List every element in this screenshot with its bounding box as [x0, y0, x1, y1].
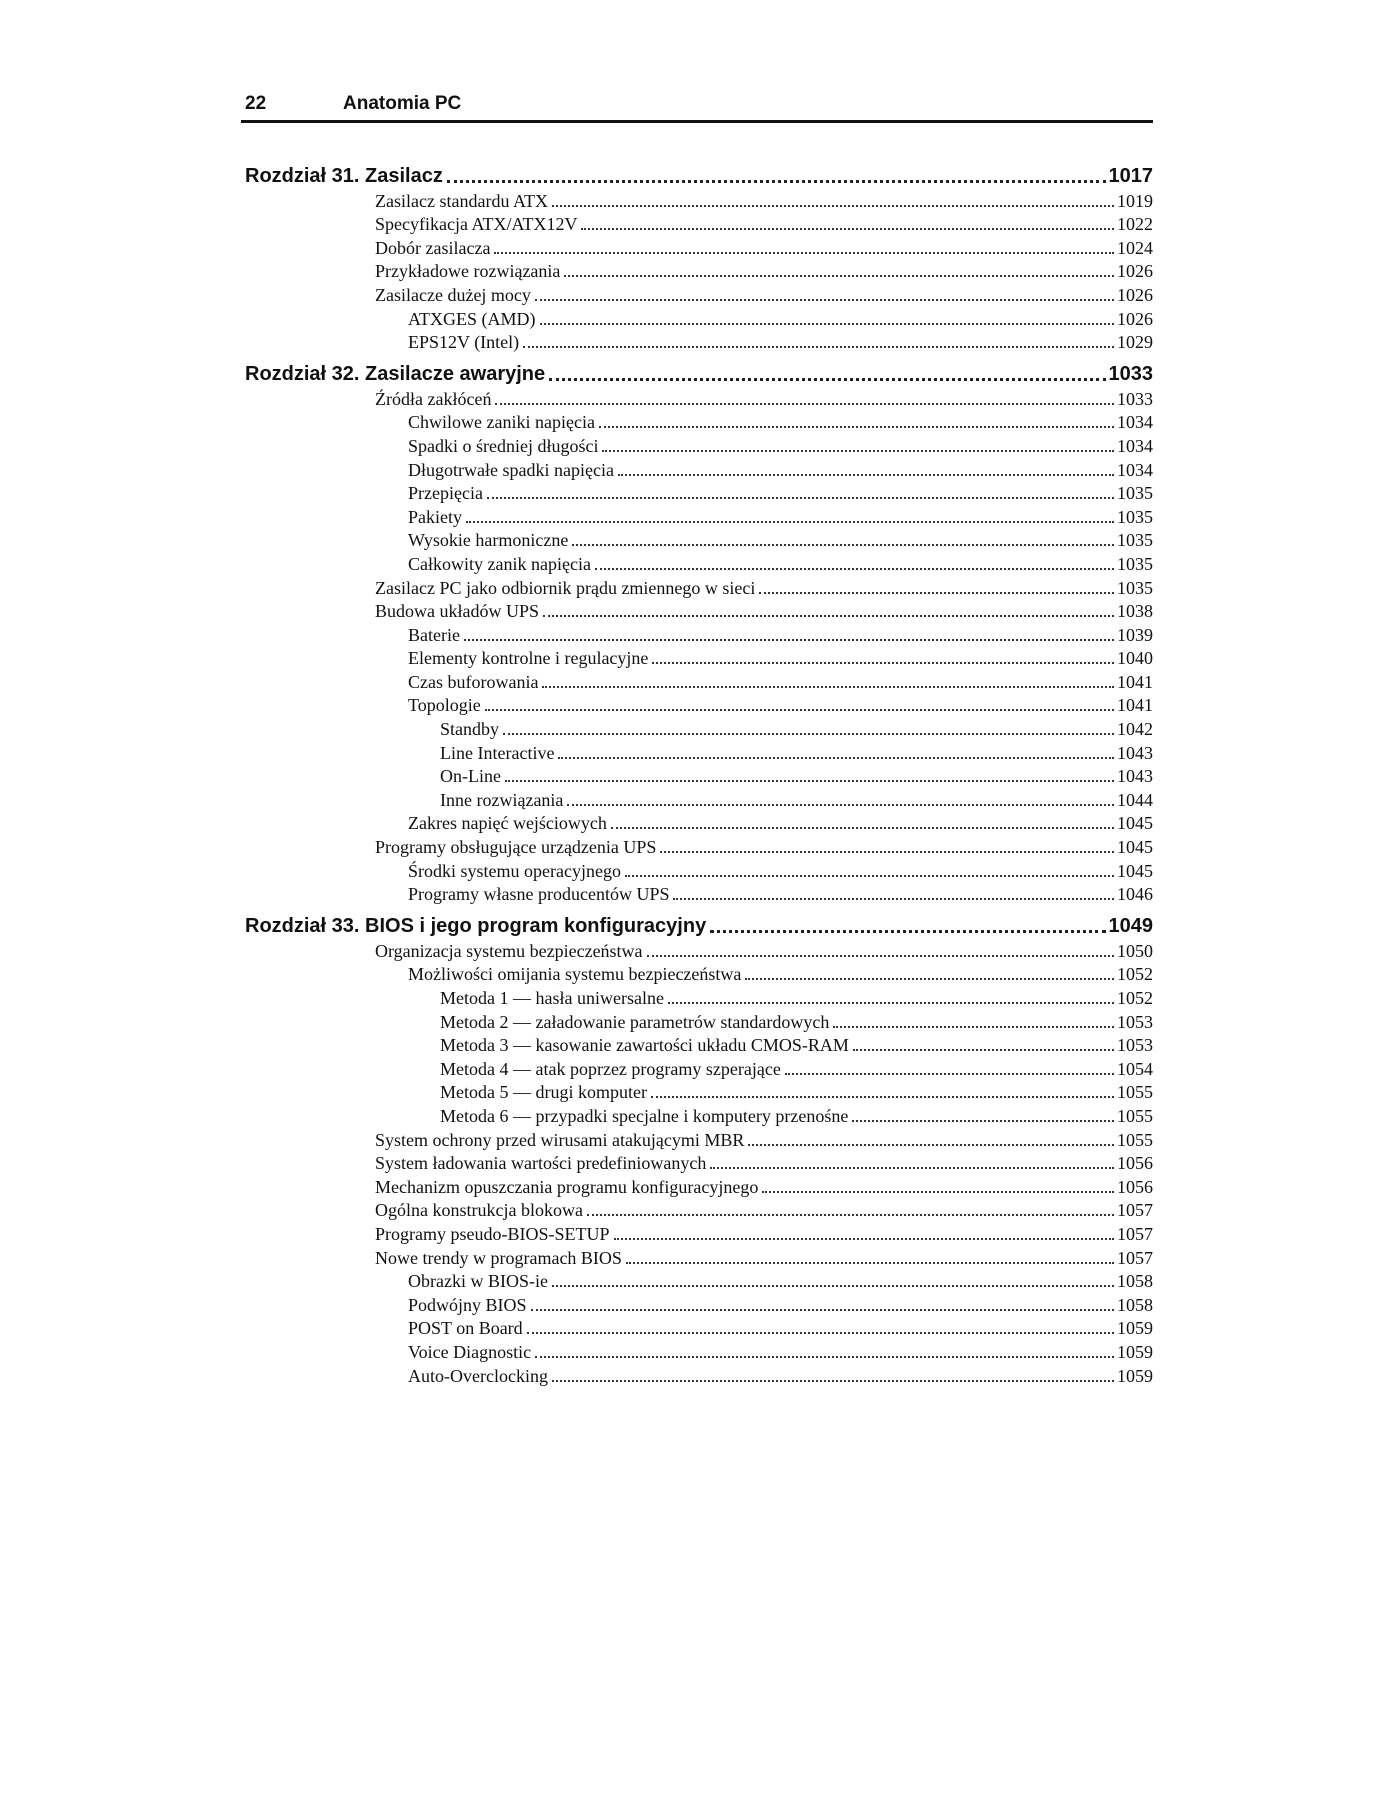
dot-leader: [564, 275, 1114, 277]
toc-entry: [245, 1269, 1153, 1293]
toc-entry-page: 1052: [1117, 988, 1153, 1008]
toc-entry-page: 1026: [1117, 261, 1153, 282]
toc-entry-title: Spadki o średniej długości: [408, 435, 599, 456]
toc-entry-title: Voice Diagnostic: [408, 1341, 532, 1362]
toc-entry-page: 1035: [1117, 483, 1153, 504]
toc-entry: [245, 882, 1153, 906]
toc-entry: [245, 646, 1153, 670]
dot-leader: [599, 426, 1114, 428]
toc-entry-title: Środki systemu operacyjnego: [408, 860, 621, 881]
toc-entry-page: 1057: [1117, 1223, 1153, 1244]
toc-entry-title: Programy obsługujące urządzenia UPS: [375, 837, 657, 858]
running-header: [241, 90, 1153, 123]
toc-entry: [245, 433, 1153, 457]
toc-entry-page: 1056: [1117, 1176, 1153, 1197]
toc-entry-page: 1038: [1117, 601, 1153, 622]
toc-entry: [245, 410, 1153, 434]
toc-entry-title: Przykładowe rozwiązania: [375, 261, 561, 282]
dot-leader: [625, 875, 1114, 877]
dot-leader: [647, 955, 1114, 957]
toc-entry-page: 1049: [1108, 915, 1153, 938]
toc-entry-page: 1053: [1117, 1011, 1153, 1032]
toc-entry-title: Wysokie harmoniczne: [408, 530, 569, 551]
toc-entry-page: 1026: [1117, 308, 1153, 329]
toc-entry-page: 1042: [1117, 719, 1153, 740]
toc-entry: [245, 858, 1153, 882]
toc-entry-page: 1055: [1117, 1105, 1153, 1126]
toc-entry-page: 1035: [1117, 577, 1153, 598]
toc-entry-title: EPS12V (Intel): [408, 332, 520, 353]
toc-entry: [245, 188, 1153, 212]
toc-entry-page: 1034: [1117, 435, 1153, 456]
toc-entry-page: 1053: [1117, 1035, 1153, 1056]
toc-entry: [245, 938, 1153, 962]
dot-leader: [567, 804, 1114, 806]
toc-entry-title: Metoda 3 — kasowanie zawartości układu CMOS-RAM: [440, 1035, 849, 1056]
toc-entry-page: 1041: [1117, 695, 1153, 716]
dot-leader: [535, 1356, 1114, 1358]
toc-entry-page: 1017: [1108, 165, 1153, 187]
dot-leader: [535, 299, 1114, 301]
toc-entry: [245, 962, 1153, 986]
toc-entry-page: 1035: [1117, 506, 1153, 527]
toc-entry-page: 1050: [1117, 940, 1153, 961]
dot-leader: [762, 1191, 1114, 1193]
toc-entry-page: 1056: [1117, 1153, 1153, 1174]
toc-entry-page: 1057: [1117, 1200, 1153, 1221]
toc-entry-page: 1033: [1108, 363, 1153, 386]
dot-leader: [852, 1120, 1114, 1122]
toc-entry: [245, 481, 1153, 505]
dot-leader: [745, 978, 1114, 980]
toc-entry-page: 1055: [1117, 1129, 1153, 1150]
toc-entry-title: Rozdział 32. Zasilacze awaryjne: [245, 363, 546, 386]
dot-leader: [710, 1167, 1114, 1169]
toc-entry-page: 1059: [1117, 1341, 1153, 1362]
toc-entry: [245, 1339, 1153, 1363]
toc-entry: [245, 1174, 1153, 1198]
toc-entry: [245, 1009, 1153, 1033]
toc-entry-title: Całkowity zanik napięcia: [408, 553, 591, 574]
toc-entry-page: 1059: [1117, 1365, 1153, 1386]
toc-entry: [245, 212, 1153, 236]
toc-entry: [245, 551, 1153, 575]
toc-entry: [245, 1245, 1153, 1269]
dot-leader: [464, 639, 1114, 641]
toc-entry: [245, 282, 1153, 306]
dot-leader: [552, 205, 1114, 207]
toc-entry: [245, 504, 1153, 528]
toc-entry: [245, 1316, 1153, 1340]
dot-leader: [447, 180, 1106, 183]
toc-chapter: [245, 910, 1153, 938]
dot-leader: [660, 851, 1114, 853]
toc-entry-title: Chwilowe zaniki napięcia: [408, 412, 595, 433]
toc-entry-title: Programy pseudo-BIOS-SETUP: [375, 1223, 610, 1244]
toc-entry-page: 1035: [1117, 530, 1153, 551]
dot-leader: [614, 1238, 1115, 1240]
toc-entry-title: Programy własne producentów UPS: [408, 884, 670, 905]
toc-entry-page: 1029: [1117, 332, 1153, 353]
toc-entry-page: 1034: [1117, 412, 1153, 433]
toc-entry-title: Metoda 5 — drugi komputer: [440, 1082, 647, 1103]
dot-leader: [618, 474, 1114, 476]
toc-entry-title: Zakres napięć wejściowych: [408, 813, 607, 834]
toc-entry-title: Metoda 4 — atak poprzez programy szperające: [440, 1058, 781, 1079]
toc-entry: [245, 235, 1153, 259]
toc-entry-page: 1026: [1117, 284, 1153, 305]
dot-leader: [587, 1214, 1114, 1216]
toc-entry: [245, 330, 1153, 354]
dot-leader: [785, 1073, 1114, 1075]
toc-entry-page: 1055: [1117, 1082, 1153, 1103]
toc-entry-title: System ochrony przed wirusami atakującymi MBR: [375, 1129, 745, 1150]
toc-entry-page: 1058: [1117, 1271, 1153, 1292]
toc-entry-title: Metoda 1 — hasła uniwersalne: [440, 988, 664, 1008]
toc-entry-title: Baterie: [408, 624, 460, 645]
dot-leader: [748, 1144, 1114, 1146]
toc-entry-title: Rozdział 31. Zasilacz: [245, 165, 443, 187]
toc-entry: [245, 1198, 1153, 1222]
toc-entry-title: Podwójny BIOS: [408, 1294, 527, 1315]
dot-leader: [549, 378, 1105, 381]
toc-entry: [245, 386, 1153, 410]
dot-leader: [552, 1380, 1114, 1382]
dot-leader: [581, 228, 1114, 230]
toc-entry-page: 1045: [1117, 813, 1153, 834]
toc-entry-page: 1035: [1117, 553, 1153, 574]
dot-leader: [466, 521, 1114, 523]
dot-leader: [543, 615, 1114, 617]
toc-chapter: [245, 358, 1153, 386]
toc-entry-title: Możliwości omijania systemu bezpieczeństwa: [408, 964, 742, 985]
toc-chapter: [245, 160, 1153, 188]
dot-leader: [710, 930, 1105, 933]
toc-entry-page: 1019: [1117, 190, 1153, 211]
toc-entry-title: Budowa układów UPS: [375, 601, 540, 622]
toc-entry-title: Metoda 2 — załadowanie parametrów standardowych: [440, 1011, 830, 1032]
page-number: 22: [245, 93, 267, 114]
toc-entry-page: 1039: [1117, 624, 1153, 645]
dot-leader: [651, 1096, 1114, 1098]
toc-entry: [245, 669, 1153, 693]
toc-entry-title: Zasilacze dużej mocy: [375, 284, 531, 305]
toc-entry-title: Obrazki w BIOS-ie: [408, 1271, 548, 1292]
toc-entry-page: 1045: [1117, 860, 1153, 881]
dot-leader: [759, 592, 1114, 594]
toc-entry: [245, 1033, 1153, 1057]
toc-entry-page: 1022: [1117, 214, 1153, 235]
toc-entry-title: Topologie: [408, 695, 481, 716]
toc-entry-title: ATXGES (AMD): [408, 308, 536, 329]
toc-entry: [245, 985, 1153, 1009]
toc-entry: [245, 1056, 1153, 1080]
toc-entry: [245, 740, 1153, 764]
toc-entry-title: Standby: [440, 719, 500, 740]
dot-leader: [668, 1002, 1114, 1004]
toc-entry-page: 1058: [1117, 1294, 1153, 1315]
toc-entry-title: Ogólna konstrukcja blokowa: [375, 1200, 583, 1221]
dot-leader: [833, 1026, 1114, 1028]
dot-leader: [673, 898, 1114, 900]
toc-entry-title: Specyfikacja ATX/ATX12V: [375, 214, 578, 235]
toc-entry-title: Line Interactive: [440, 742, 555, 763]
toc-entry: [245, 1292, 1153, 1316]
dot-leader: [494, 252, 1114, 254]
toc-entry: [245, 693, 1153, 717]
toc-entry-page: 1045: [1117, 837, 1153, 858]
dot-leader: [552, 1285, 1114, 1287]
table-of-contents: [245, 160, 1153, 1387]
toc-entry-page: 1044: [1117, 789, 1153, 810]
dot-leader: [487, 497, 1114, 499]
dot-leader: [527, 1332, 1114, 1334]
toc-entry-title: System ładowania wartości predefiniowanych: [375, 1153, 707, 1174]
dot-leader: [611, 827, 1114, 829]
toc-entry: [245, 1363, 1153, 1387]
toc-entry: [245, 528, 1153, 552]
dot-leader: [652, 662, 1114, 664]
dot-leader: [503, 733, 1114, 735]
dot-leader: [595, 568, 1114, 570]
dot-leader: [531, 1309, 1114, 1311]
toc-entry: [245, 1103, 1153, 1127]
dot-leader: [853, 1049, 1114, 1051]
toc-entry-page: 1046: [1117, 884, 1153, 905]
toc-entry-page: 1033: [1117, 388, 1153, 409]
toc-entry: [245, 1080, 1153, 1104]
toc-entry: [245, 716, 1153, 740]
toc-entry-title: Długotrwałe spadki napięcia: [408, 459, 614, 480]
dot-leader: [602, 450, 1114, 452]
toc-entry-title: POST on Board: [408, 1318, 523, 1339]
dot-leader: [540, 323, 1115, 325]
toc-entry: [245, 622, 1153, 646]
toc-entry-page: 1052: [1117, 964, 1153, 985]
toc-entry-title: Rozdział 33. BIOS i jego program konfiguracyjny: [245, 915, 707, 938]
toc-entry-page: 1024: [1117, 237, 1153, 258]
toc-entry: [245, 834, 1153, 858]
book-title: Anatomia PC: [343, 93, 462, 114]
toc-entry: [245, 764, 1153, 788]
toc-entry: [245, 1151, 1153, 1175]
toc-entry-title: Metoda 6 — przypadki specjalne i komputery przenośne: [440, 1105, 849, 1126]
toc-entry-title: Czas buforowania: [408, 671, 539, 692]
toc-entry: [245, 575, 1153, 599]
toc-entry-title: Pakiety: [408, 506, 462, 527]
dot-leader: [626, 1262, 1114, 1264]
dot-leader: [495, 403, 1114, 405]
toc-entry: [245, 259, 1153, 283]
toc-entry-title: Organizacja systemu bezpieczeństwa: [375, 940, 643, 961]
toc-entry-title: Zasilacz PC jako odbiornik prądu zmiennego w sieci: [375, 577, 756, 598]
toc-entry: [245, 599, 1153, 623]
toc-entry-title: Elementy kontrolne i regulacyjne: [408, 648, 649, 669]
toc-entry-title: Przepięcia: [408, 483, 483, 504]
toc-entry-title: Źródła zakłóceń: [375, 388, 492, 409]
dot-leader: [523, 346, 1114, 348]
dot-leader: [542, 686, 1114, 688]
toc-entry-page: 1040: [1117, 648, 1153, 669]
dot-leader: [558, 757, 1114, 759]
toc-entry-page: 1043: [1117, 742, 1153, 763]
toc-entry-title: Zasilacz standardu ATX: [375, 190, 548, 211]
dot-leader: [505, 780, 1114, 782]
toc-entry-page: 1034: [1117, 459, 1153, 480]
toc-entry: [245, 811, 1153, 835]
toc-entry-page: 1041: [1117, 671, 1153, 692]
toc-entry-title: Auto-Overclocking: [408, 1365, 548, 1386]
toc-entry: [245, 1221, 1153, 1245]
toc-entry-title: On-Line: [440, 766, 501, 787]
toc-entry-page: 1059: [1117, 1318, 1153, 1339]
toc-entry-title: Dobór zasilacza: [375, 237, 491, 258]
dot-leader: [485, 709, 1114, 711]
dot-leader: [572, 544, 1114, 546]
toc-entry: [245, 457, 1153, 481]
toc-entry: [245, 787, 1153, 811]
toc-entry: [245, 1127, 1153, 1151]
toc-entry-page: 1057: [1117, 1247, 1153, 1268]
toc-entry-title: Nowe trendy w programach BIOS: [375, 1247, 622, 1268]
toc-entry-title: Inne rozwiązania: [440, 789, 564, 810]
toc-entry-page: 1054: [1117, 1058, 1153, 1079]
toc-entry: [245, 306, 1153, 330]
toc-entry-page: 1043: [1117, 766, 1153, 787]
toc-entry-title: Mechanizm opuszczania programu konfiguracyjnego: [375, 1176, 759, 1197]
